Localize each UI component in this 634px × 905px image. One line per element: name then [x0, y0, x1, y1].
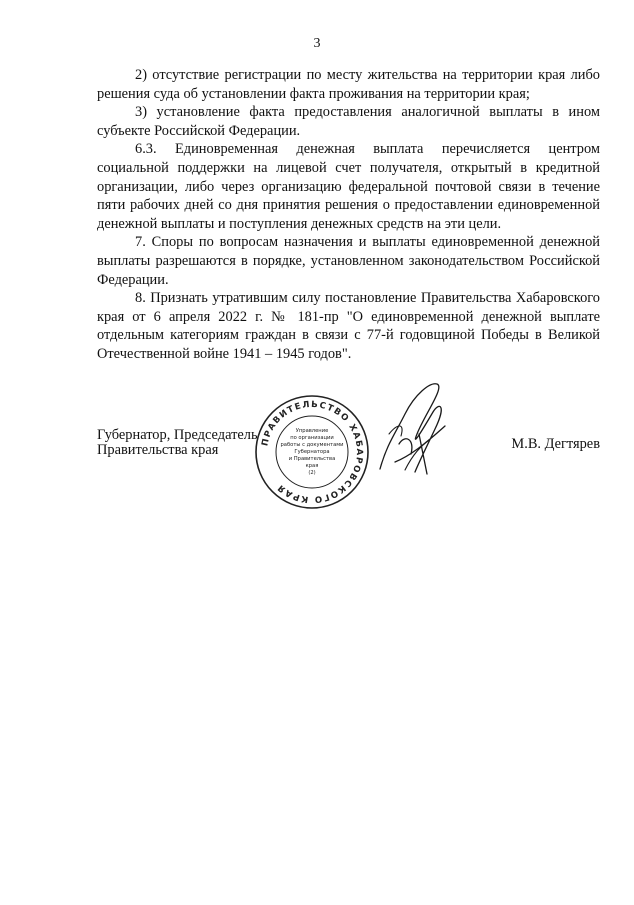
- seal-center-line: Управление: [295, 428, 329, 434]
- seal-center-line: по организации: [290, 435, 334, 441]
- paragraph-item-3: 3) установление факта предоставления аналогичной выплаты в ином субъекте Российской Федерации.: [97, 104, 600, 139]
- paragraph-item-2: 2) отсутствие регистрации по месту жительства на территории края либо решения суда об установлении факта проживания на территории края;: [97, 67, 600, 102]
- paragraph-7: 7. Споры по вопросам назначения и выплаты единовременной денежной выплаты разрешаются в порядке, установленном законодательством Российской Федерации.: [97, 234, 600, 288]
- document-body: [97, 66, 600, 364]
- official-seal: [254, 394, 370, 510]
- signer-title: [97, 428, 258, 458]
- seal-center-line: работы с документами: [280, 442, 344, 448]
- signer-title-line1: Губернатор, Председатель: [97, 427, 258, 443]
- page-number: 3: [313, 36, 321, 51]
- signature-block: [97, 399, 600, 544]
- seal-ring-text: ПРАВИТЕЛЬСТВО ХАБАРОВСКОГО КРАЯ: [260, 399, 365, 505]
- handwritten-signature: [375, 374, 455, 484]
- seal-center-line: Губернатора: [294, 449, 330, 455]
- signer-title-line2: Правительства края: [97, 442, 219, 458]
- seal-center-line: и Правительства: [288, 456, 336, 462]
- seal-center-line: (2): [308, 470, 316, 476]
- seal-center-line: края: [305, 463, 319, 469]
- paragraph-8: 8. Признать утратившим силу постановление Правительства Хабаровского края от 6 апреля 2022 г. № 181-пр "О единовременной денежной выплате отдельным категориям граждан в связи с 77-й годовщиной Победы в Великой Отечественной войне 1941 – 1945 годов".: [97, 290, 600, 362]
- signer-name: М.В. Дегтярев: [511, 436, 600, 452]
- paragraph-6-3: 6.3. Единовременная денежная выплата перечисляется центром социальной поддержки на лицевой счет получателя, открытый в кредитной организации, либо через организацию федеральной почтовой связи в течение пяти рабочих дней со дня принятия решения о предоставлении единовременной денежной выплаты и поступления денежных средств на эти цели.: [97, 141, 600, 232]
